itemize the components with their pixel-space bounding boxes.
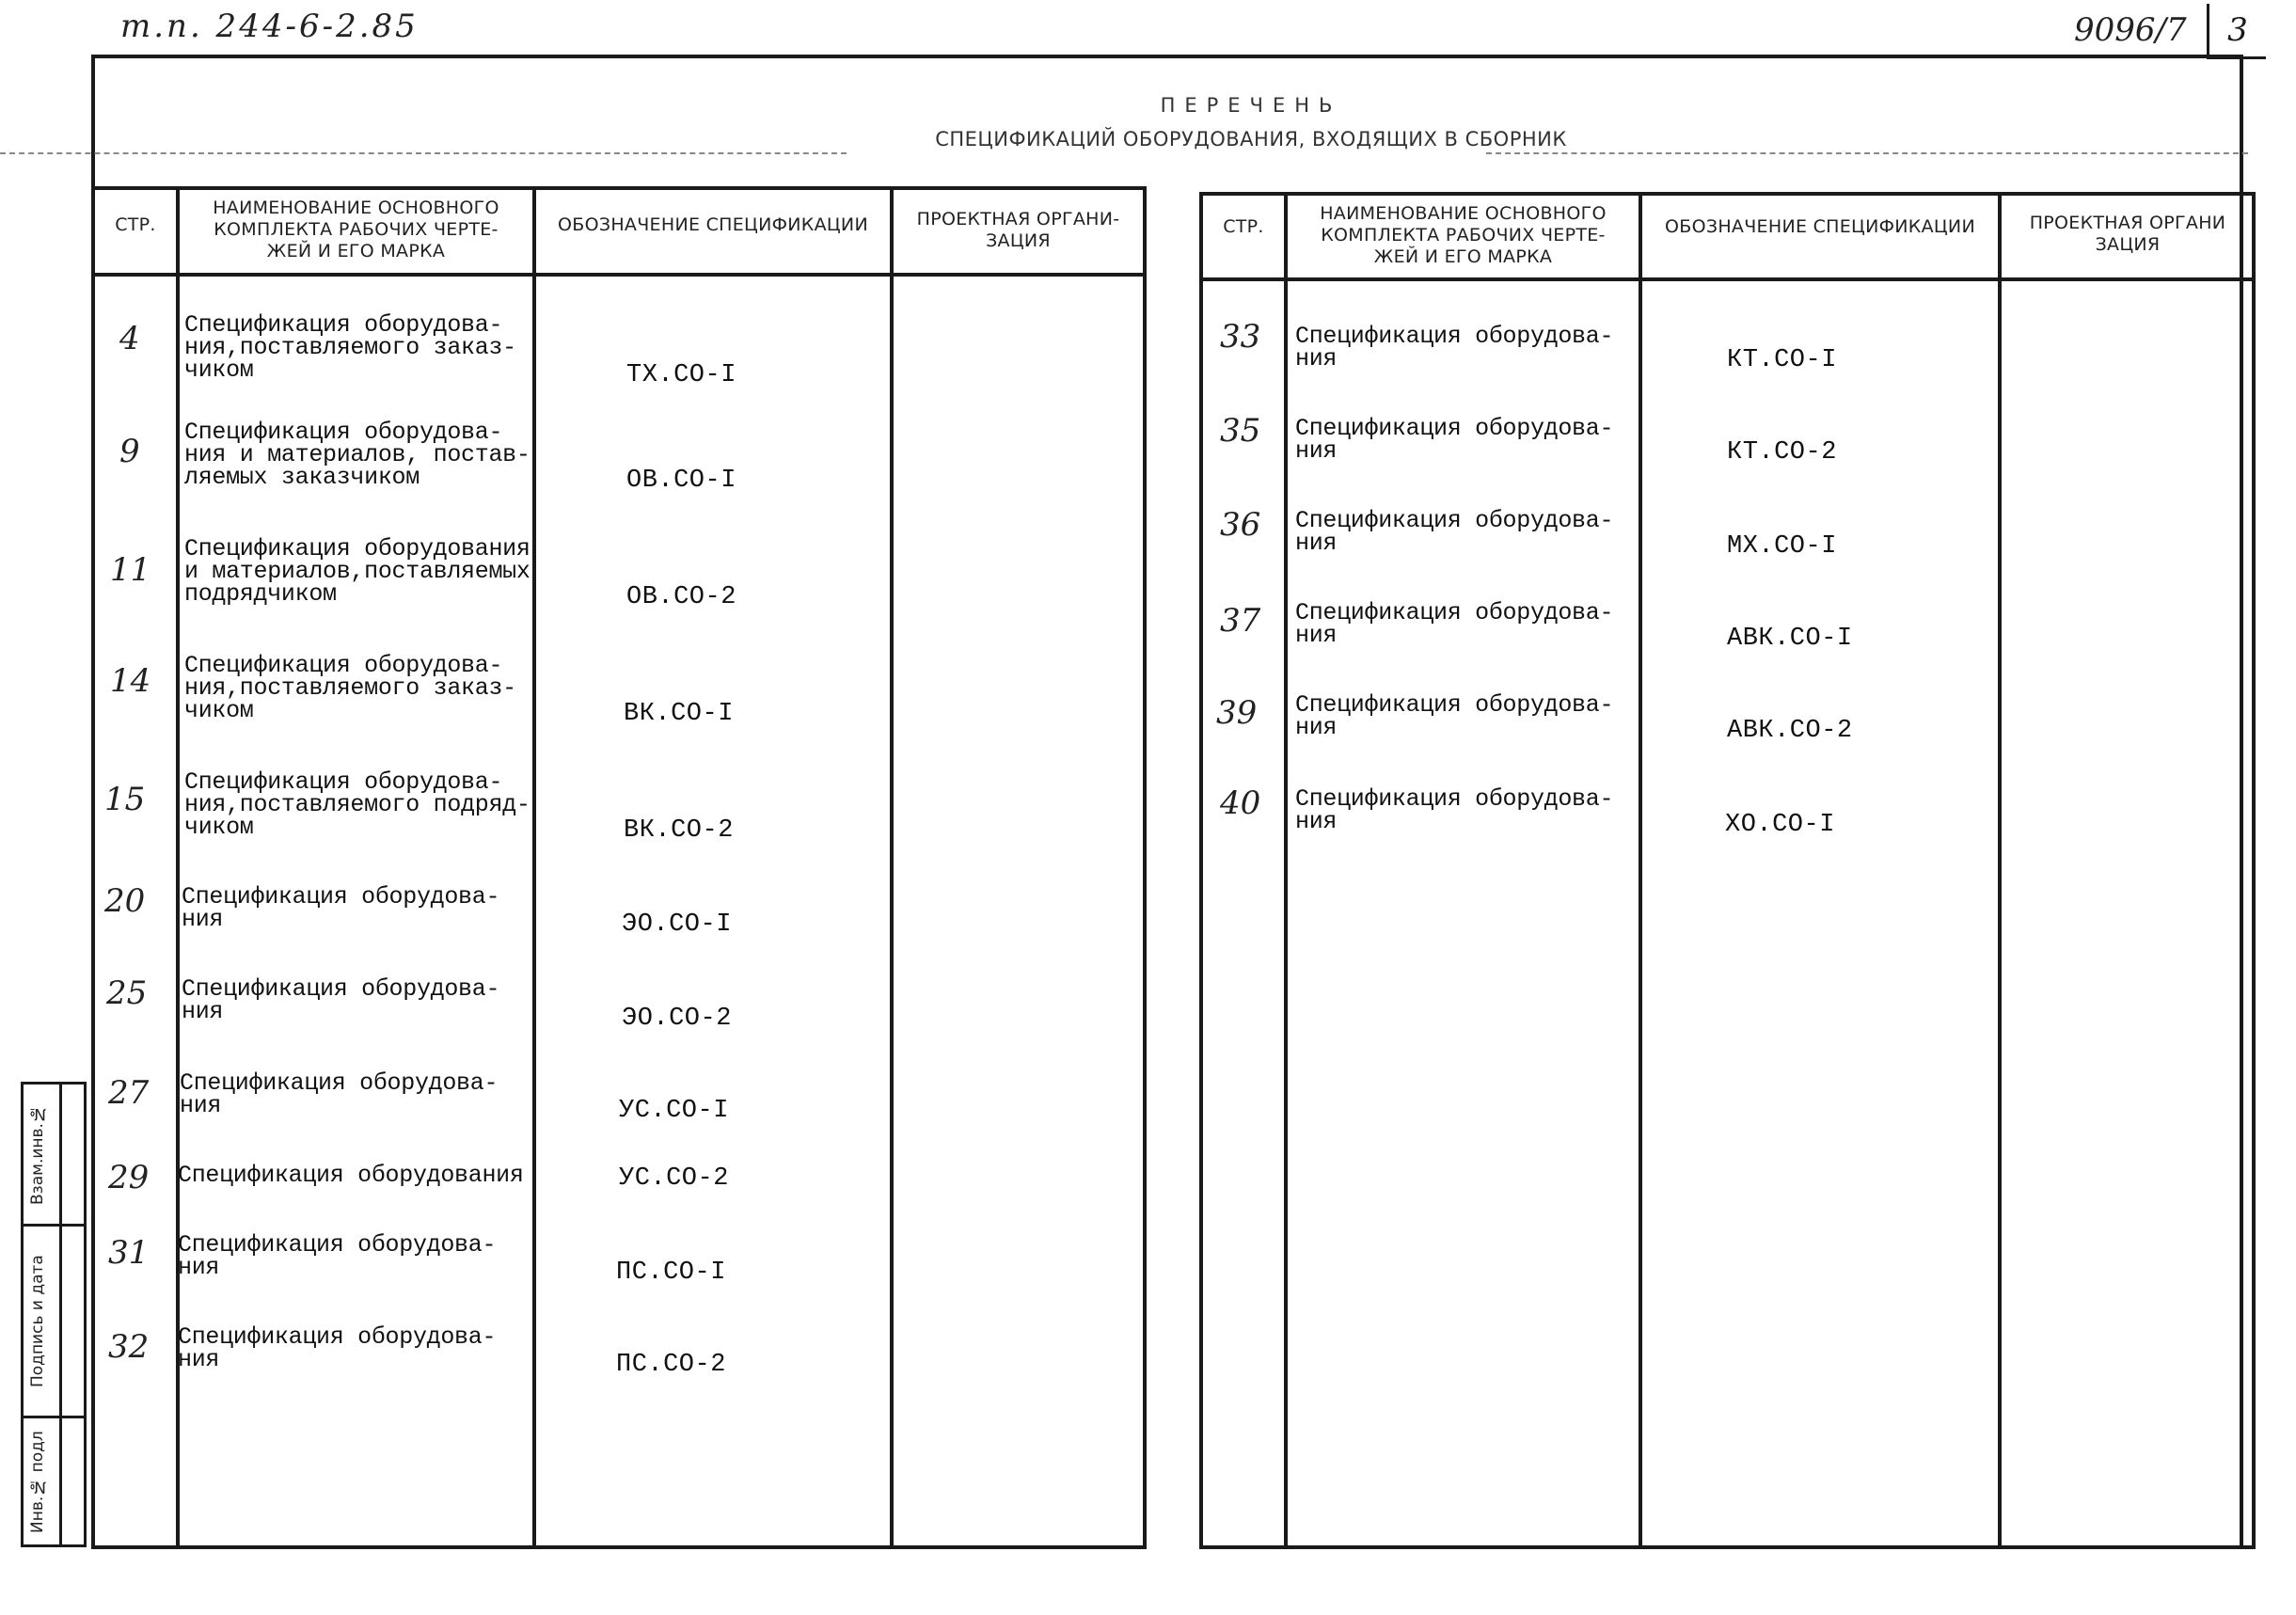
row-code: ТХ.СО-I xyxy=(626,361,736,389)
row-code: ЭО.СО-I xyxy=(622,910,732,939)
row-code: ХО.СО-I xyxy=(1725,811,1835,839)
page-subtitle: СПЕЦИФИКАЦИЙ ОБОРУДОВАНИЯ, ВХОДЯЩИХ В СБОРНИК xyxy=(935,128,1567,150)
row-page: 33 xyxy=(1220,318,1261,356)
row-name: Спецификация оборудова- ния xyxy=(182,975,500,1025)
stamp-signature-date: Подпись и дата xyxy=(28,1255,47,1388)
stamp-replace-inv: Взам.инв.№ xyxy=(28,1104,47,1206)
row-code: АВК.СО-I xyxy=(1727,625,1853,653)
row-page: 32 xyxy=(108,1328,150,1366)
row-page: 31 xyxy=(108,1234,150,1272)
row-name: Спецификация оборудова- ния xyxy=(180,1069,499,1119)
row-name: Спецификация оборудова- ния,поставляемого подряд- чиком xyxy=(184,768,530,841)
row-page: 35 xyxy=(1220,412,1261,450)
left-spec-table xyxy=(91,186,1147,1549)
row-page: 27 xyxy=(108,1074,150,1112)
column-header-page: СТР. xyxy=(115,214,156,235)
column-header-code: ОБОЗНАЧЕНИЕ СПЕЦИФИКАЦИИ xyxy=(1665,216,1975,237)
row-name: Спецификация оборудова- ния xyxy=(178,1323,497,1373)
row-name: Спецификация оборудова- ния,поставляемого заказ- чиком xyxy=(184,652,516,724)
row-name: Спецификация оборудова- ния xyxy=(1295,785,1614,835)
row-page: 36 xyxy=(1220,506,1261,544)
divider-dashed-left xyxy=(0,152,847,154)
row-code: ПС.СО-2 xyxy=(616,1351,726,1379)
row-code: УС.СО-I xyxy=(619,1097,729,1125)
row-code: МХ.СО-I xyxy=(1727,532,1837,561)
page-number: 3 xyxy=(2207,4,2266,59)
row-page: 25 xyxy=(106,974,148,1012)
row-page: 11 xyxy=(110,551,151,589)
column-header-name: НАИМЕНОВАНИЕ ОСНОВНОГО КОМПЛЕКТА РАБОЧИХ ЧЕРТЕ- ЖЕЙ И ЕГО МАРКА xyxy=(213,198,499,261)
row-code: АВК.СО-2 xyxy=(1727,717,1853,745)
column-header-name: НАИМЕНОВАНИЕ ОСНОВНОГО КОМПЛЕКТА РАБОЧИХ ЧЕРТЕ- ЖЕЙ И ЕГО МАРКА xyxy=(1320,203,1607,267)
row-code: ПС.СО-I xyxy=(616,1259,726,1287)
row-page: 20 xyxy=(104,882,146,920)
row-name: Спецификация оборудова- ния xyxy=(1295,415,1614,465)
row-code: ОВ.СО-I xyxy=(626,467,736,495)
divider-dashed-right xyxy=(1486,152,2248,154)
row-code: УС.СО-2 xyxy=(619,1164,729,1193)
row-name: Спецификация оборудования и материалов,поставляемых подрядчиком xyxy=(184,535,530,608)
column-header-org: ПРОЕКТНАЯ ОРГАНИ ЗАЦИЯ xyxy=(2029,213,2226,255)
row-name: Спецификация оборудования xyxy=(178,1162,524,1189)
row-code: ВК.СО-2 xyxy=(624,816,734,845)
row-name: Спецификация оборудова- ния xyxy=(1295,507,1614,557)
margin-stamp xyxy=(21,1082,87,1547)
row-code: КТ.СО-2 xyxy=(1727,438,1837,467)
column-header-code: ОБОЗНАЧЕНИЕ СПЕЦИФИКАЦИИ xyxy=(558,214,868,235)
row-name: Спецификация оборудова- ния xyxy=(1295,323,1614,372)
right-spec-table xyxy=(1199,192,2256,1549)
row-name: Спецификация оборудова- ния xyxy=(1295,691,1614,741)
row-page: 4 xyxy=(119,320,140,357)
row-name: Спецификация оборудова- ния,поставляемого заказ- чиком xyxy=(184,311,516,384)
page-title: ПЕРЕЧЕНЬ xyxy=(1160,94,1342,117)
row-name: Спецификация оборудова- ния xyxy=(1295,599,1614,649)
row-code: КТ.СО-I xyxy=(1727,346,1837,374)
row-page: 37 xyxy=(1220,602,1261,640)
document-code: т.п. 244-6-2.85 xyxy=(120,8,419,45)
row-page: 40 xyxy=(1220,784,1261,822)
row-page: 29 xyxy=(108,1159,150,1196)
row-page: 9 xyxy=(119,433,140,470)
stamp-inv-no-orig: Инв.№ подл xyxy=(28,1431,47,1534)
column-header-page: СТР. xyxy=(1223,216,1264,237)
row-code: ОВ.СО-2 xyxy=(626,583,736,611)
row-name: Спецификация оборудова- ния и материалов, постав- ляемых заказчиком xyxy=(184,419,530,491)
column-header-org: ПРОЕКТНАЯ ОРГАНИ- ЗАЦИЯ xyxy=(916,209,1120,251)
sheet-code: 9096/7 xyxy=(2074,11,2187,49)
row-code: ВК.СО-I xyxy=(624,700,734,728)
row-code: ЭО.СО-2 xyxy=(622,1005,732,1033)
row-name: Спецификация оборудова- ния xyxy=(178,1231,497,1281)
row-page: 15 xyxy=(104,781,146,818)
row-page: 14 xyxy=(110,662,151,700)
row-page: 39 xyxy=(1216,694,1258,732)
row-name: Спецификация оборудова- ния xyxy=(182,883,500,933)
